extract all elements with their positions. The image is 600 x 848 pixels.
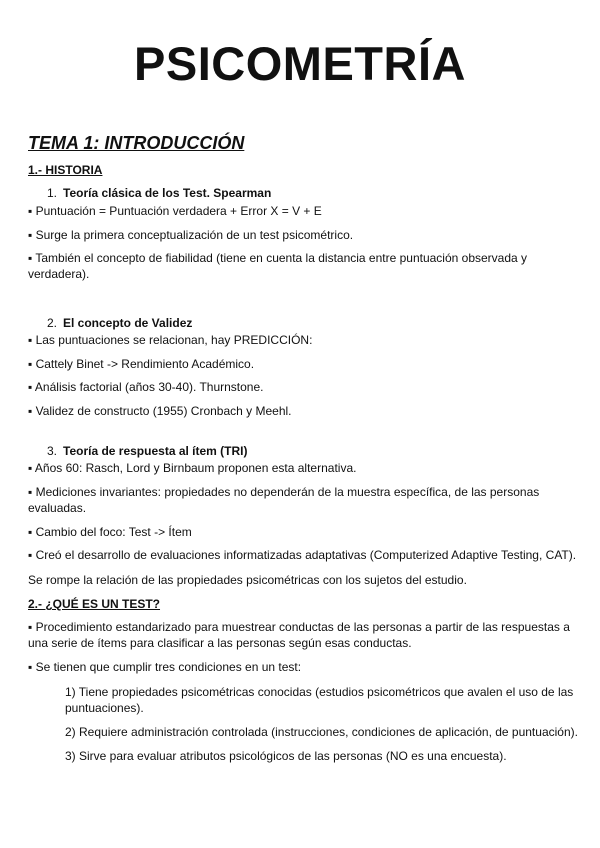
closing-paragraph: Se rompe la relación de las propiedades psicométricas con los sujetos del estudio.: [28, 573, 467, 587]
subheading-text: El concepto de Validez: [63, 316, 193, 330]
subheading-validez: [47, 316, 192, 330]
subheading-teoria-clasica: [47, 186, 271, 200]
condition-item: 1) Tiene propiedades psicométricas conocidas (estudios psicométricos que avalen el uso de las puntuaciones).: [65, 685, 574, 715]
bullet-item: ▪ Puntuación = Puntuación verdadera + Error X = V + E: [28, 204, 322, 218]
bullet-item: ▪ Las puntuaciones se relacionan, hay PREDICCIÓN:: [28, 333, 313, 347]
document-title: PSICOMETRÍA: [134, 37, 466, 90]
section-heading-que-es-un-test: 2.- ¿QUÉ ES UN TEST?: [28, 597, 161, 611]
chapter-heading: TEMA 1: INTRODUCCIÓN: [28, 133, 245, 153]
section-heading-historia: 1.- HISTORIA: [28, 163, 103, 177]
bullet-item: ▪ Cattely Binet -> Rendimiento Académico.: [28, 357, 255, 371]
list-number: 1.: [47, 186, 58, 200]
bullet-item: ▪ Análisis factorial (años 30-40). Thurnstone.: [28, 380, 264, 394]
bullet-item: ▪ Cambio del foco: Test -> Ítem: [28, 525, 192, 539]
list-number: 3.: [47, 444, 58, 458]
bullet-item: ▪ Se tienen que cumplir tres condiciones en un test:: [28, 660, 302, 674]
bullet-item: ▪ Surge la primera conceptualización de un test psicométrico.: [28, 228, 354, 242]
list-number: 2.: [47, 316, 58, 330]
subheading-tri: [47, 444, 248, 458]
bullet-item: ▪ Años 60: Rasch, Lord y Birnbaum proponen esta alternativa.: [28, 461, 357, 475]
subheading-text: Teoría de respuesta al ítem (TRI): [63, 444, 248, 458]
bullet-item: ▪ Mediciones invariantes: propiedades no dependerán de la muestra específica, de las personas evaluadas.: [28, 485, 540, 515]
condition-item: 2) Requiere administración controlada (instrucciones, condiciones de aplicación, de puntuación).: [65, 725, 578, 739]
bullet-item: ▪ Validez de constructo (1955) Cronbach y Meehl.: [28, 404, 292, 418]
bullet-item: ▪ Procedimiento estandarizado para muestrear conductas de las personas a partir de las respuestas a una serie de ítems para clasificar a las personas según esas conductas.: [28, 620, 570, 650]
condition-item: 3) Sirve para evaluar atributos psicológicos de las personas (NO es una encuesta).: [65, 749, 507, 763]
bullet-item: ▪ Creó el desarrollo de evaluaciones informatizadas adaptativas (Computerized Adaptive Testing, CAT).: [28, 548, 577, 562]
subheading-text: Teoría clásica de los Test. Spearman: [63, 186, 272, 200]
bullet-item: ▪ También el concepto de fiabilidad (tiene en cuenta la distancia entre puntuación observada y verdadera).: [28, 251, 528, 281]
